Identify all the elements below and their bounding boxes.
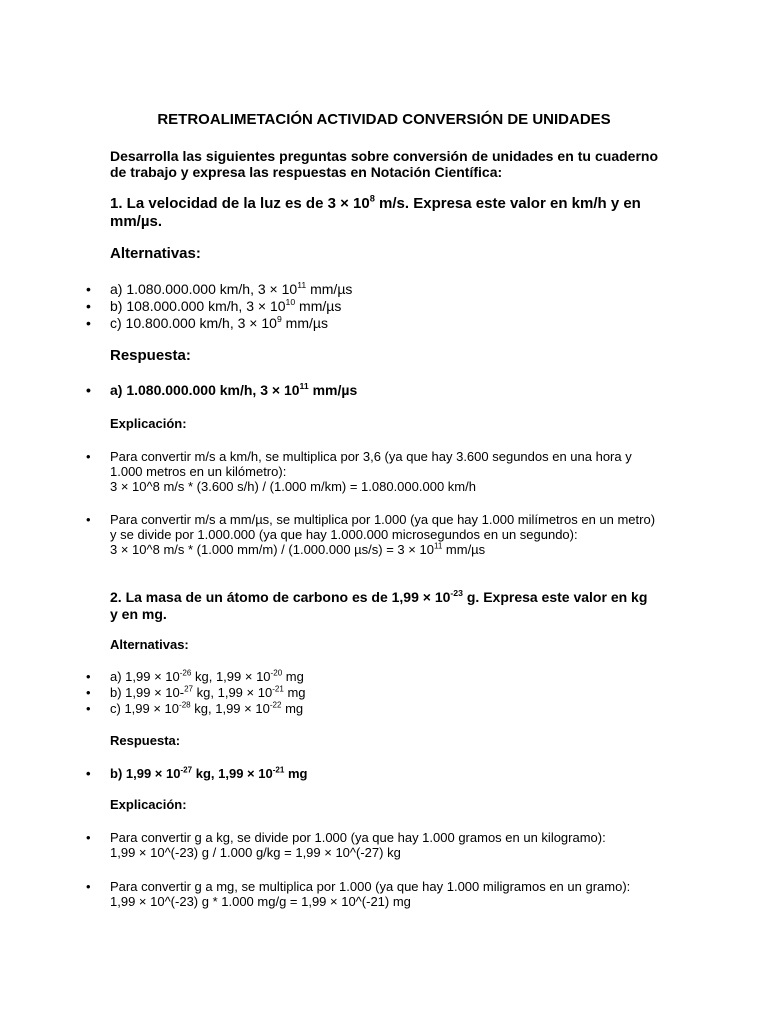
alt-unit: mg <box>281 701 304 716</box>
q1-explanation-heading: Explicación: <box>110 416 187 431</box>
question-1-text: 1. La velocidad de la luz es de 3 × 10 <box>110 195 370 212</box>
alt-exponent: 10 <box>285 296 296 307</box>
explanation-formula: 1,99 × 10^(-23) g / 1.000 g/kg = 1,99 × 10^(-27) kg <box>110 845 401 860</box>
alt-unit: mm/µs <box>306 281 353 297</box>
answer-text: a) 1.080.000.000 km/h, 3 × 10 <box>110 382 300 398</box>
alt-text: kg, 1,99 × 10 <box>191 669 271 684</box>
alt-text: c) 10.800.000 km/h, 3 × 10 <box>110 315 277 331</box>
answer-exponent: -27 <box>180 765 193 775</box>
q2-alternative-b <box>0 685 658 701</box>
explanation-text: Para convertir g a mg, se multiplica por 1.000 (ya que hay 1.000 miligramos en un gramo): <box>110 879 631 894</box>
question-2-text: 2. La masa de un átomo de carbono es de 1,99 × 10 <box>110 589 451 605</box>
q2-explanation-list-2 <box>0 879 768 909</box>
question-2-exponent: -23 <box>450 587 463 598</box>
bullet-icon: • <box>86 879 91 894</box>
alt-text: a) 1.080.000.000 km/h, 3 × 10 <box>110 281 298 297</box>
question-2 <box>110 589 658 623</box>
answer-text: b) 1,99 × 10 <box>110 766 181 781</box>
q1-alternative-a <box>0 281 658 298</box>
answer-exponent: -21 <box>272 765 285 775</box>
bullet-icon: • <box>86 315 91 331</box>
alt-text: b) 1,99 × 10- <box>110 685 185 700</box>
alt-unit: mg <box>282 669 304 684</box>
bullet-icon: • <box>86 830 91 845</box>
question-1-exponent: 8 <box>369 193 375 204</box>
q2-answer <box>0 766 658 782</box>
alt-text: kg, 1,99 × 10 <box>193 685 273 700</box>
formula-exponent: 11 <box>433 541 443 551</box>
alt-unit: mm/µs <box>295 298 342 314</box>
q2-explanation-heading: Explicación: <box>110 797 187 812</box>
q1-explanation-1 <box>0 449 658 494</box>
bullet-icon: • <box>86 669 91 684</box>
alt-exponent: 9 <box>276 313 282 324</box>
explanation-formula: 3 × 10^8 m/s * (3.600 s/h) / (1.000 m/km) = 1.080.000.000 km/h <box>110 479 476 494</box>
question-2-text-end: g. Expresa este valor en kg y en mg. <box>110 589 648 622</box>
alt-exponent: -26 <box>179 668 192 678</box>
explanation-text: Para convertir m/s a mm/µs, se multiplica por 1.000 (ya que hay 1.000 milímetros en un metro) y se divide por 1.000.000 (ya que hay 1.000.000 microsegundos en un segundo): <box>110 512 656 542</box>
explanation-formula: 3 × 10^8 m/s * (1.000 mm/m) / (1.000.000 µs/s) = 3 × 10 <box>110 542 434 557</box>
q2-answer-heading: Respuesta: <box>110 733 181 748</box>
alt-exponent: -21 <box>272 684 284 694</box>
question-1 <box>110 195 658 231</box>
bullet-icon: • <box>86 512 91 527</box>
bullet-icon: • <box>86 382 91 398</box>
explanation-text: Para convertir g a kg, se divide por 1.000 (ya que hay 1.000 gramos en un kilogramo): <box>110 830 606 845</box>
alt-exponent: 27 <box>184 684 194 694</box>
q1-alternative-b <box>0 298 658 315</box>
answer-text: kg, 1,99 × 10 <box>192 766 273 781</box>
explanation-formula: 1,99 × 10^(-23) g * 1.000 mg/g = 1,99 × 10^(-21) mg <box>110 894 411 909</box>
bullet-icon: • <box>86 298 91 314</box>
q1-alternative-c <box>0 315 658 332</box>
bullet-icon: • <box>86 449 91 464</box>
q2-explanation-list <box>0 830 768 860</box>
q2-alternative-a <box>0 669 658 685</box>
bullet-icon: • <box>86 766 91 781</box>
q2-explanation-1 <box>0 830 658 860</box>
answer-unit: mg <box>284 766 308 781</box>
answer-unit: mm/µs <box>308 382 358 398</box>
q1-alternatives-list <box>0 281 768 332</box>
formula-unit: mm/µs <box>442 542 486 557</box>
intro-paragraph: Desarrolla las siguientes preguntas sobre conversión de unidades en tu cuaderno de trabajo y expresa las respuestas en Notación Científica: <box>110 148 658 180</box>
q2-alternatives-list <box>0 669 768 717</box>
q1-explanation-list-2 <box>0 512 768 557</box>
alt-text: kg, 1,99 × 10 <box>190 701 270 716</box>
alt-exponent: -22 <box>269 700 282 710</box>
bullet-icon: • <box>86 701 91 716</box>
alt-exponent: -20 <box>270 668 283 678</box>
q2-answer-list <box>0 766 768 782</box>
q2-alternatives-heading: Alternativas: <box>110 637 189 652</box>
alt-text: a) 1,99 × 10 <box>110 669 180 684</box>
q1-answer-heading: Respuesta: <box>110 347 191 364</box>
explanation-text: Para convertir m/s a km/h, se multiplica por 3,6 (ya que hay 3.600 segundos en una hora y 1.000 metros en un kilómetro): <box>110 449 632 479</box>
bullet-icon: • <box>86 281 91 297</box>
q1-explanation-2 <box>0 512 658 557</box>
q1-alternatives-heading: Alternativas: <box>110 245 201 262</box>
q2-alternative-c <box>0 701 658 717</box>
q2-explanation-2 <box>0 879 658 909</box>
answer-exponent: 11 <box>299 380 309 391</box>
alt-text: c) 1,99 × 10 <box>110 701 180 716</box>
alt-exponent: 11 <box>297 279 307 290</box>
alt-unit: mm/µs <box>281 315 328 331</box>
alt-unit: mg <box>283 685 306 700</box>
bullet-icon: • <box>86 685 91 700</box>
q1-answer <box>0 382 658 399</box>
q1-answer-list <box>0 382 768 399</box>
alt-exponent: -28 <box>179 700 191 710</box>
question-1-text-end: m/s. Expresa este valor en km/h y en mm/µs. <box>110 195 641 230</box>
document-title: RETROALIMETACIÓN ACTIVIDAD CONVERSIÓN DE UNIDADES <box>157 111 611 128</box>
alt-text: b) 108.000.000 km/h, 3 × 10 <box>110 298 286 314</box>
q1-explanation-list <box>0 449 768 494</box>
